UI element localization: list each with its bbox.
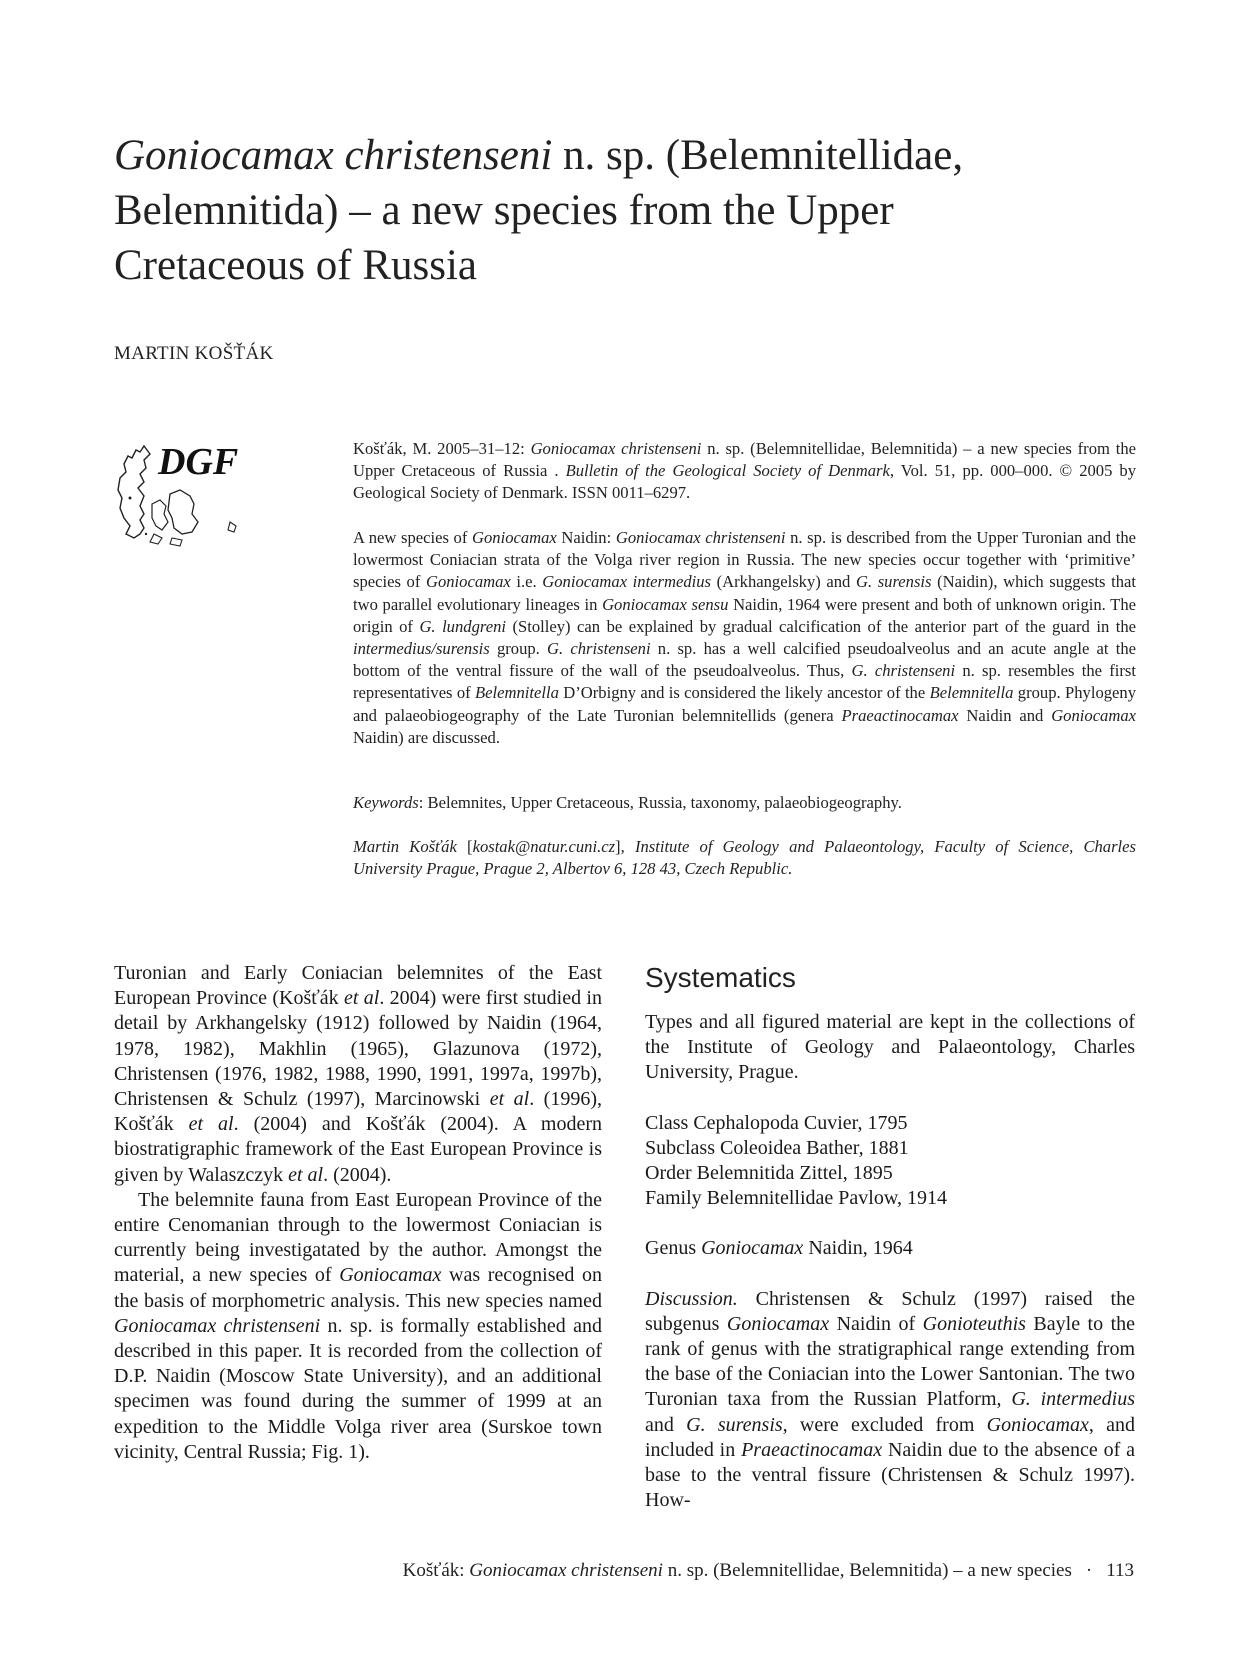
- taxon-genus: Genus Goniocamax Naidin, 1964: [645, 1237, 913, 1260]
- abstract: A new species of Goniocamax Naidin: Goniocamax christenseni n. sp. is described from the Upper Turonian and the lowermost Coniacian strata of the Volga river region in Russia. The new species occur together with ‘primitive’ species of Goniocamax i.e. Goniocamax intermedius (Arkhangelsky) and G. surensis (Naidin), which suggests that two parallel evolutionary lineages in Goniocamax sensu Naidin, 1964 were present and both of unknown origin. The origin of G. lundgreni (Stolley) can be explained by gradual calcification of the anterior part of the guard in the intermedius/surensis group. G. christenseni n. sp. has a well calcified pseudoalveolus and an acute angle at the bottom of the ventral fissure of the wall of the pseudoalveolus. Thus, G. christenseni n. sp. resembles the first representatives of Belemnitella D’Orbigny and is considered the likely ancestor of the Belemnitella group. Phylogeny and palaeobiogeography of the Late Turonian belemnitellids (genera Praeactinocamax Naidin and Goniocamax Naidin) are discussed.: [353, 528, 1137, 747]
- author-email[interactable]: kostak@natur.cuni.cz: [472, 837, 616, 856]
- author-address: Martin Košťák [kostak@natur.cuni.cz], Institute of Geology and Palaeontology, Faculty of Science, Charles University Prague, Prague 2, Albertov 6, 128 43, Czech Republic.: [353, 837, 1136, 879]
- taxon-order: Order Belemnitida Zittel, 1895: [645, 1162, 893, 1185]
- keywords: Keywords: Belemnites, Upper Cretaceous, Russia, taxonomy, palaeobiogeography.: [353, 793, 902, 812]
- title-line-3: Cretaceous of Russia: [114, 242, 478, 289]
- dgf-logo: [110, 438, 260, 558]
- citation: Košťák, M. 2005–31–12: Goniocamax christenseni n. sp. (Belemnitellidae, Belemnitida) – a new species from the Upper Cretaceous of Russia . Bulletin of the Geological Society of Denmark, Vol. 51, pp. 000–000. © 2005 by Geological Society of Denmark. ISSN 0011–6297.: [353, 439, 1137, 503]
- dgf-logo-text: DGF: [158, 441, 239, 483]
- title-line-2: Belemnitida) – a new species from the Upper: [114, 187, 894, 234]
- intro-paragraph-2: The belemnite fauna from East European Province of the entire Cenomanian through to the lowermost Coniacian is currently being investigatated by the author. Amongst the material, a new species of Goniocamax was recognised on the basis of morphometric analysis. This new species named Goniocamax christenseni n. sp. is formally established and described in this paper. It is recorded from the collection of D.P. Naidin (Moscow State University), and an additional specimen was found during the summer of 1999 at an expedition to the Middle Volga river area (Surskoe town vicinity, Central Russia; Fig. 1).: [114, 1188, 603, 1463]
- taxon-class: Class Cephalopoda Cuvier, 1795: [645, 1111, 908, 1134]
- taxon-family: Family Belemnitellidae Pavlow, 1914: [645, 1187, 947, 1210]
- page-number: 113: [1106, 1560, 1134, 1581]
- intro-paragraph-1: Turonian and Early Coniacian belemnites of the East European Province (Košťák et al. 2004) were first studied in detail by Arkhangelsky (1912) followed by Naidin (1964, 1978, 1982), Makhlin (1965), Glazunova (1972), Christensen (1976, 1982, 1988, 1990, 1991, 1997a, 1997b), Christensen & Schulz (1997), Marcinowski et al. (1996), Košťák et al. (2004) and Košťák (2004). A modern biostratigraphic framework of the East European Province is given by Walaszczyk et al. (2004).: [114, 962, 603, 1186]
- systematics-intro: Types and all figured material are kept in the collections of the Institute of Geology and Palaeontology, Charles University, Prague.: [645, 1011, 1135, 1084]
- taxon-subclass: Subclass Coleoidea Bather, 1881: [645, 1136, 909, 1159]
- running-footer: Košťák: Goniocamax christenseni n. sp. (Belemnitellidae, Belemnitida) – a new species · 113: [402, 1560, 1134, 1581]
- body-left-column: [114, 961, 602, 1465]
- title-line-1: Goniocamax christenseni n. sp. (Belemnitellidae,: [114, 132, 964, 179]
- section-heading-systematics: Systematics: [645, 962, 796, 993]
- discussion-paragraph: Discussion. Christensen & Schulz (1997) raised the subgenus Goniocamax Naidin of Gonioteuthis Bayle to the rank of genus with the stratigraphical range extending from the base of the Coniacian into the Lower Santonian. The two Turonian taxa from the Russian Platform, G. intermedius and G. surensis, were excluded from Goniocamax, and included in Praeactinocamax Naidin due to the absence of a base to the ventral fissure (Christensen & Schulz 1997). How-: [645, 1287, 1136, 1512]
- taxonomy-list: [645, 1111, 1135, 1212]
- paper-title: [114, 128, 1014, 293]
- author-name: MARTIN KOŠŤÁK: [114, 343, 274, 364]
- denmark-map-logo-icon: [110, 438, 260, 558]
- body-right-column: [645, 960, 1135, 1538]
